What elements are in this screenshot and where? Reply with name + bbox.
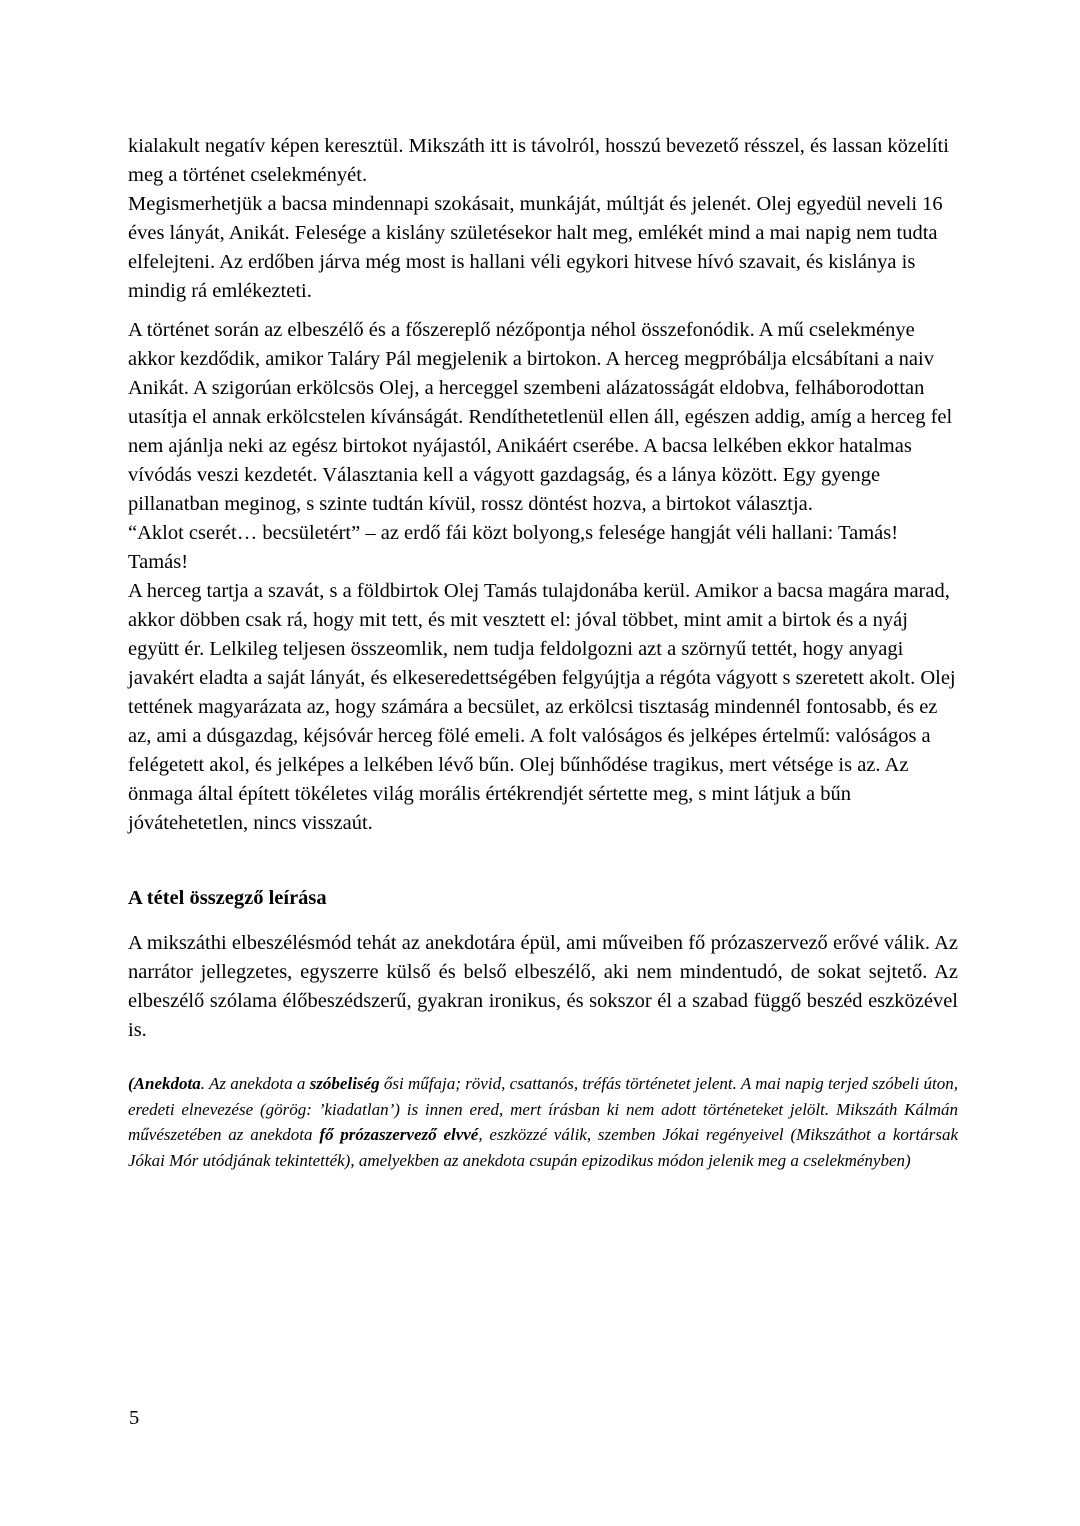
body-paragraph: A herceg tartja a szavát, s a földbirtok Olej Tamás tulajdonába kerül. Amikor a bacsa magára marad, akkor döbben csak rá, hogy mit tett, és mit vesztett el: jóval többet, mint amit a birtok és a nyáj együtt ér. Lelkileg teljesen összeomlik, nem tudja feldolgozni azt a szörnyű tettét, hogy anyagi javakért eladta a saját lányát, és elkeseredettségében felgyújtja a régóta vágyott s szeretett akolt. Olej tettének magyarázata az, hogy számára a becsület, az erkölcsi tisztaság mindennél fontosabb, és ez az, ami a dúsgazdag, kéjsóvár herceg fölé emeli. A folt valóságos és jelképes értelmű: valóságos a felégetett akol, és jelképes a lelkében lévő bűn. Olej bűnhődése tragikus, mert vétsége is az. Az önmaga által épített tökéletes világ morális értékrendjét sértette meg, s mint látjuk a bűn jóvátehetetlen, nincs visszaút. xyxy=(128,580,956,834)
page-number: 5 xyxy=(129,1407,140,1429)
anecdote-note-paragraph xyxy=(128,1071,958,1173)
quote-paragraph: “Aklot cserét… becsületért” – az erdő fái közt bolyong,s felesége hangját véli hallani: Tamás! Tamás! xyxy=(128,522,899,573)
body-paragraph: A történet során az elbeszélő és a főszereplő nézőpontja néhol összefonódik. A mű cselekménye akkor kezdődik, amikor Taláry Pál megjelenik a birtokon. A herceg megpróbálja elcsábítani a naiv Anikát. A szigorúan erkölcsös Olej, a herceggel szembeni alázatosságát eldobva, felháborodottan utasítja el annak erkölcstelen kívánságát. Rendíthetetlenül ellen áll, egészen addig, amíg a herceg fel nem ajánlja neki az egész birtokot nyájastól, Anikáért cserébe. A bacsa lelkében ekkor hatalmas vívódás veszi kezdetét. Választania kell a vágyott gazdagság, és a lánya között. Egy gyenge pillanatban meginog, s szinte tudtán kívül, rossz döntést hozva, a birtokot választja. xyxy=(128,319,953,515)
body-paragraph: kialakult negatív képen keresztül. Mikszáth itt is távolról, hosszú bevezető résszel, és lassan közelíti meg a történet cselekményét. xyxy=(128,135,949,186)
page-content xyxy=(128,132,958,1173)
note-segment-bold: szóbeliség xyxy=(309,1074,380,1093)
note-segment-bold: fő prózaszervező elvvé xyxy=(319,1125,479,1144)
section-heading: A tétel összegző leírása xyxy=(128,887,327,909)
note-segment-bold: (Anekdota xyxy=(128,1074,201,1093)
note-segment: ősi műfaja; rövid, csattanós, tréfás történetet jelent. A mai napig terjed szóbeli úton, eredeti elnevezése (görög: ’kiadatlan’) is innen ered, mert írásban ki nem adott történeteket jelölt. Mikszáth Kálmán művészetében az anekdota xyxy=(128,1074,958,1144)
body-paragraph: Megismerhetjük a bacsa mindennapi szokásait, munkáját, múltját és jelenét. Olej egyedül neveli 16 éves lányát, Anikát. Felesége a kislány születésekor halt meg, emlékét mind a mai napig nem tudta elfelejteni. Az erdőben járva még most is hallani véli egykori hitvese hívó szavait, és kislánya is mindig rá emlékezteti. xyxy=(128,193,943,302)
summary-paragraph: A mikszáthi elbeszélésmód tehát az anekdotára épül, ami műveiben fő prózaszervező erővé válik. Az narrátor jellegzetes, egyszerre külső és belső elbeszélő, aki nem mindentudó, de sokat sejtető. Az elbeszélő szólama élőbeszédszerű, gyakran ironikus, és sokszor él a szabad függő beszéd eszközével is. xyxy=(128,932,958,1041)
note-segment: . Az anekdota a xyxy=(200,1074,310,1093)
note-segment: , eszközzé válik, szemben Jókai regényeivel (Mikszáthot a kortársak Jókai Mór utódjának tekintették), amelyekben az anekdota csupán epizodikus módon jelenik meg a cselekményben) xyxy=(128,1125,958,1170)
